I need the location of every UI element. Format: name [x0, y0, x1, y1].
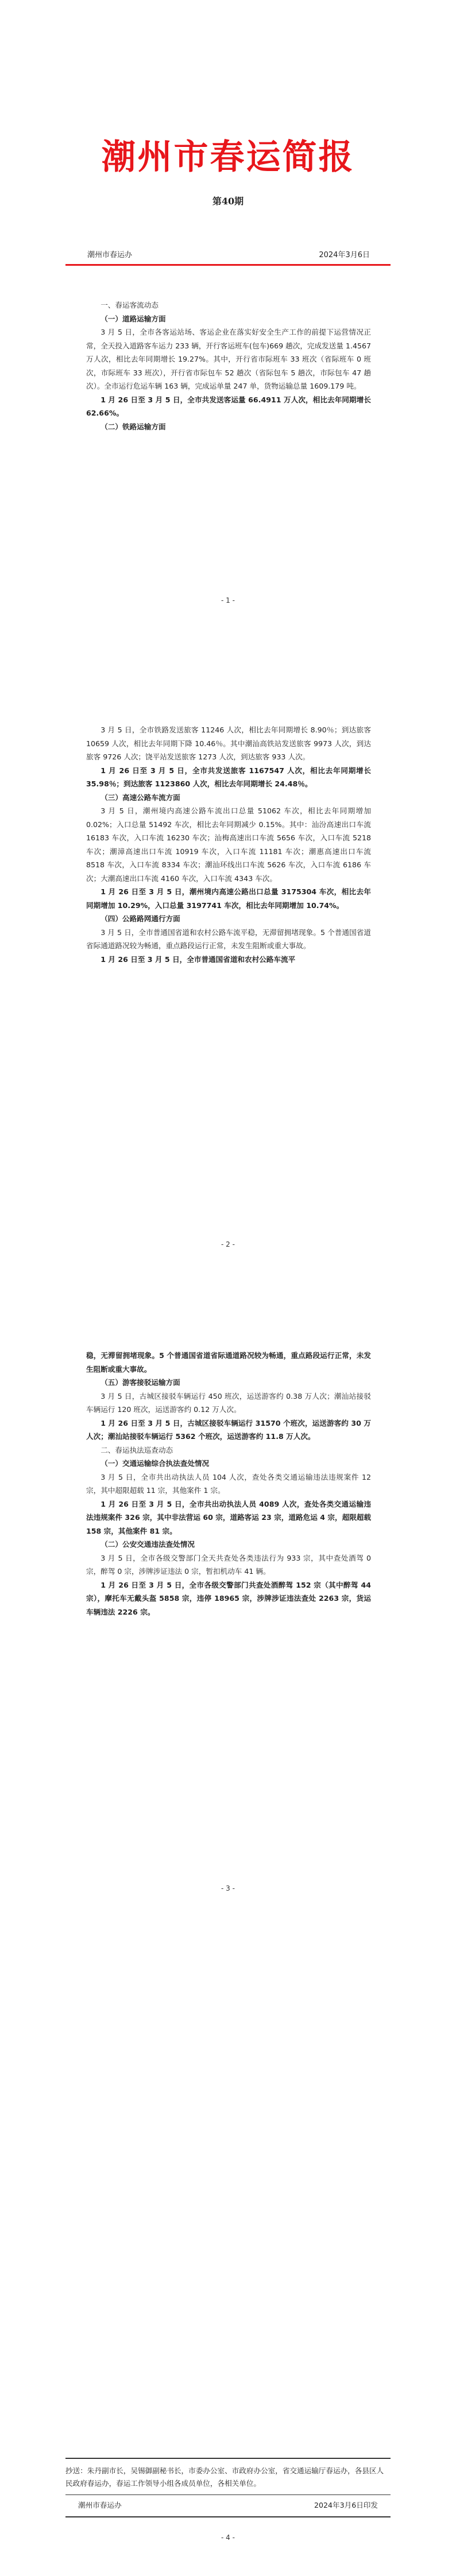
- paragraph-shuttle-cumulative: 1 月 26 日至 3 月 5 日，古城区接驳车辆运行 31570 个班次，运送游客约 30 万人次；潮汕站接驳车辆运行 5362 个班次，运送游客约 11.8 万人次。: [86, 1418, 371, 1441]
- document-title: 潮州市春运简报: [101, 137, 355, 177]
- distribution-top-rule: [65, 2458, 391, 2459]
- red-divider: [65, 264, 391, 266]
- paragraph-road-cumulative: 1 月 26 日至 3 月 5 日，全市共发送客运量 66.4911 万人次，相比去年同期增长 62.66%。: [86, 395, 371, 417]
- print-info-row: [65, 2499, 391, 2512]
- paragraph-enforcement-cumulative: 1 月 26 日至 3 月 5 日，全市共出动执法人员 4089 人次，查处各类交通运输违法违规案件 326 宗，其中非法营运 60 宗，道路客运 23 宗，道路危运 4 宗，超限超载 158 宗，其他案件 81 宗。: [86, 1499, 371, 1535]
- subsection-enforcement: （一）交通运输综合执法查处情况: [101, 1459, 210, 1468]
- issuer-name: 潮州市春运办: [87, 251, 133, 259]
- subsection-highway-traffic: （三）高速公路车流方面: [101, 793, 180, 802]
- distribution-bottom-rule: [65, 2516, 391, 2517]
- page-2-body: [86, 723, 371, 966]
- paragraph-road-daily: 3 月 5 日，全市各客运站场、客运企业在落实好安全生产工作的前提下运营情况正常，全天投入道路客车运力 233 辆，开行客运班车(包车)669 趟次，完成发送量 1.4567 万人次，相比去年同期增长 19.27%。其中，开行省市际班车 33 班次（省际班车 0 班次，市际班车 33 班次），开行省市际包车 52 趟次（省际包车 5 趟次，市际包车 47 趟次）。全市运行危运车辆 163 辆，完成运单量 247 单，货物运输总量 1609.179 吨。: [86, 328, 371, 390]
- section-heading-1: 一、春运客流动态: [101, 301, 159, 309]
- subsection-police: （二）公安交通违法查处情况: [101, 1540, 195, 1549]
- page-2: [0, 644, 456, 1288]
- paragraph-rail-daily: 3 月 5 日，全市铁路发送旅客 11246 人次，相比去年同期增长 8.90％；到达旅客 10659 人次，相比去年同期下降 10.46％。其中潮汕高铁站发送旅客 9973 人次，到达旅客 9726 人次；饶平站发送旅客 1273 人次，到达旅客 933 人次。: [86, 726, 371, 761]
- paragraph-network-continued: 稳，无滞留拥堵现象。5 个普通国省道省际通道路况较为畅通，重点路段运行正常，未发生阻断或重大事故。: [86, 1351, 371, 1374]
- subsection-tourist-shuttle: （五）游客接驳运输方面: [101, 1378, 180, 1387]
- paragraph-police-daily: 3 月 5 日，全市各级交警部门全天共查处各类违法行为 933 宗，其中查处酒驾 0 宗，醉驾 0 宗，涉牌涉证违法 0 宗，暂扣机动车 41 辆。: [86, 1553, 371, 1576]
- section-heading-2: 二、春运执法巡查动态: [101, 1445, 173, 1454]
- paragraph-enforcement-daily: 3 月 5 日，全市共出动执法人员 104 人次，查处各类交通运输违法违规案件 12 宗，其中超限超载 11 宗，其他案件 1 宗。: [86, 1472, 371, 1495]
- page-4: [0, 1932, 456, 2576]
- subsection-rail-transport: （二）铁路运输方面: [101, 422, 166, 431]
- issue-number: 第40期: [212, 196, 244, 207]
- subsection-road-transport: （一）道路运输方面: [101, 314, 166, 323]
- paragraph-network-cumulative: 1 月 26 日至 3 月 5 日，全市普通国省道和农村公路车流平: [101, 955, 296, 964]
- cc-list: 抄送：朱丹副市长，吴锡御副秘书长，市委办公室、市政府办公室，省交通运输厅春运办，各县区人民政府春运办，春运工作领导小组各成员单位，各相关单位。: [65, 2466, 384, 2488]
- paragraph-shuttle-daily: 3 月 5 日，古城区接驳车辆运行 450 班次，运送游客约 0.38 万人次；潮汕站接驳车辆运行 120 班次，运送游客约 0.12 万人次。: [86, 1391, 371, 1414]
- page-number: - 3 -: [221, 1884, 235, 1892]
- issue-date: 2024年3月6日: [319, 251, 370, 259]
- paragraph-police-cumulative: 1 月 26 日至 3 月 5 日，全市各级交警部门共查处酒醉驾 152 宗（其中醉驾 44 宗），摩托车无戴头盔 5858 宗，违停 18965 宗，涉牌涉证违法查处 2263 宗，货运车辆违法 2226 宗。: [86, 1580, 371, 1616]
- page-3: [0, 1288, 456, 1932]
- subsection-road-network: （四）公路路网通行方面: [101, 914, 180, 923]
- paragraph-highway-cumulative: 1 月 26 日至 3 月 5 日，潮州境内高速公路出口总量 3175304 车次，相比去年同期增加 10.29%，入口总量 3197741 车次，相比去年同期增加 10.74%。: [86, 887, 371, 910]
- paragraph-highway-daily: 3 月 5 日，潮州境内高速公路车流出口总量 51062 车次，相比去年同期增加 0.02%；入口总量 51492 车次，相比去年同期减少 0.15%。其中：汕汾高速出口车流 16183 车次，入口车流 16230 车次；汕梅高速出口车流 5656 车次，入口车流 5218 车次；潮漳高速出口车流 10919 车次，入口车流 11181 车次；潮惠高速出口车流 8518 车次，入口车流 8334 车次；潮汕环线出口车流 5626 车次，入口车流 6186 车次；大潮高速出口车流 4160 车次，入口车流 4343 车次。: [86, 806, 371, 883]
- print-date: 2024年3月6日印发: [314, 2501, 378, 2509]
- page-number: - 4 -: [221, 2534, 235, 2542]
- page-1: [0, 0, 456, 644]
- page-number: - 1 -: [221, 596, 235, 604]
- page-3-body: [86, 1349, 371, 1619]
- page-number: - 2 -: [221, 1240, 235, 1248]
- print-issuer: 潮州市春运办: [78, 2501, 122, 2509]
- page-1-body: [86, 298, 371, 433]
- paragraph-network-daily: 3 月 5 日，全市普通国省道和农村公路车流平稳，无滞留拥堵现象。5 个普通国省道省际通道路况较为畅通，重点路段运行正常，未发生阻断或重大事故。: [86, 928, 371, 950]
- distribution-middle-rule: [65, 2494, 391, 2495]
- paragraph-rail-cumulative: 1 月 26 日至 3 月 5 日，全市共发送旅客 1167547 人次，相比去年同期增长 35.98％；到达旅客 1123860 人次，相比去年同期增长 24.48％。: [86, 766, 371, 788]
